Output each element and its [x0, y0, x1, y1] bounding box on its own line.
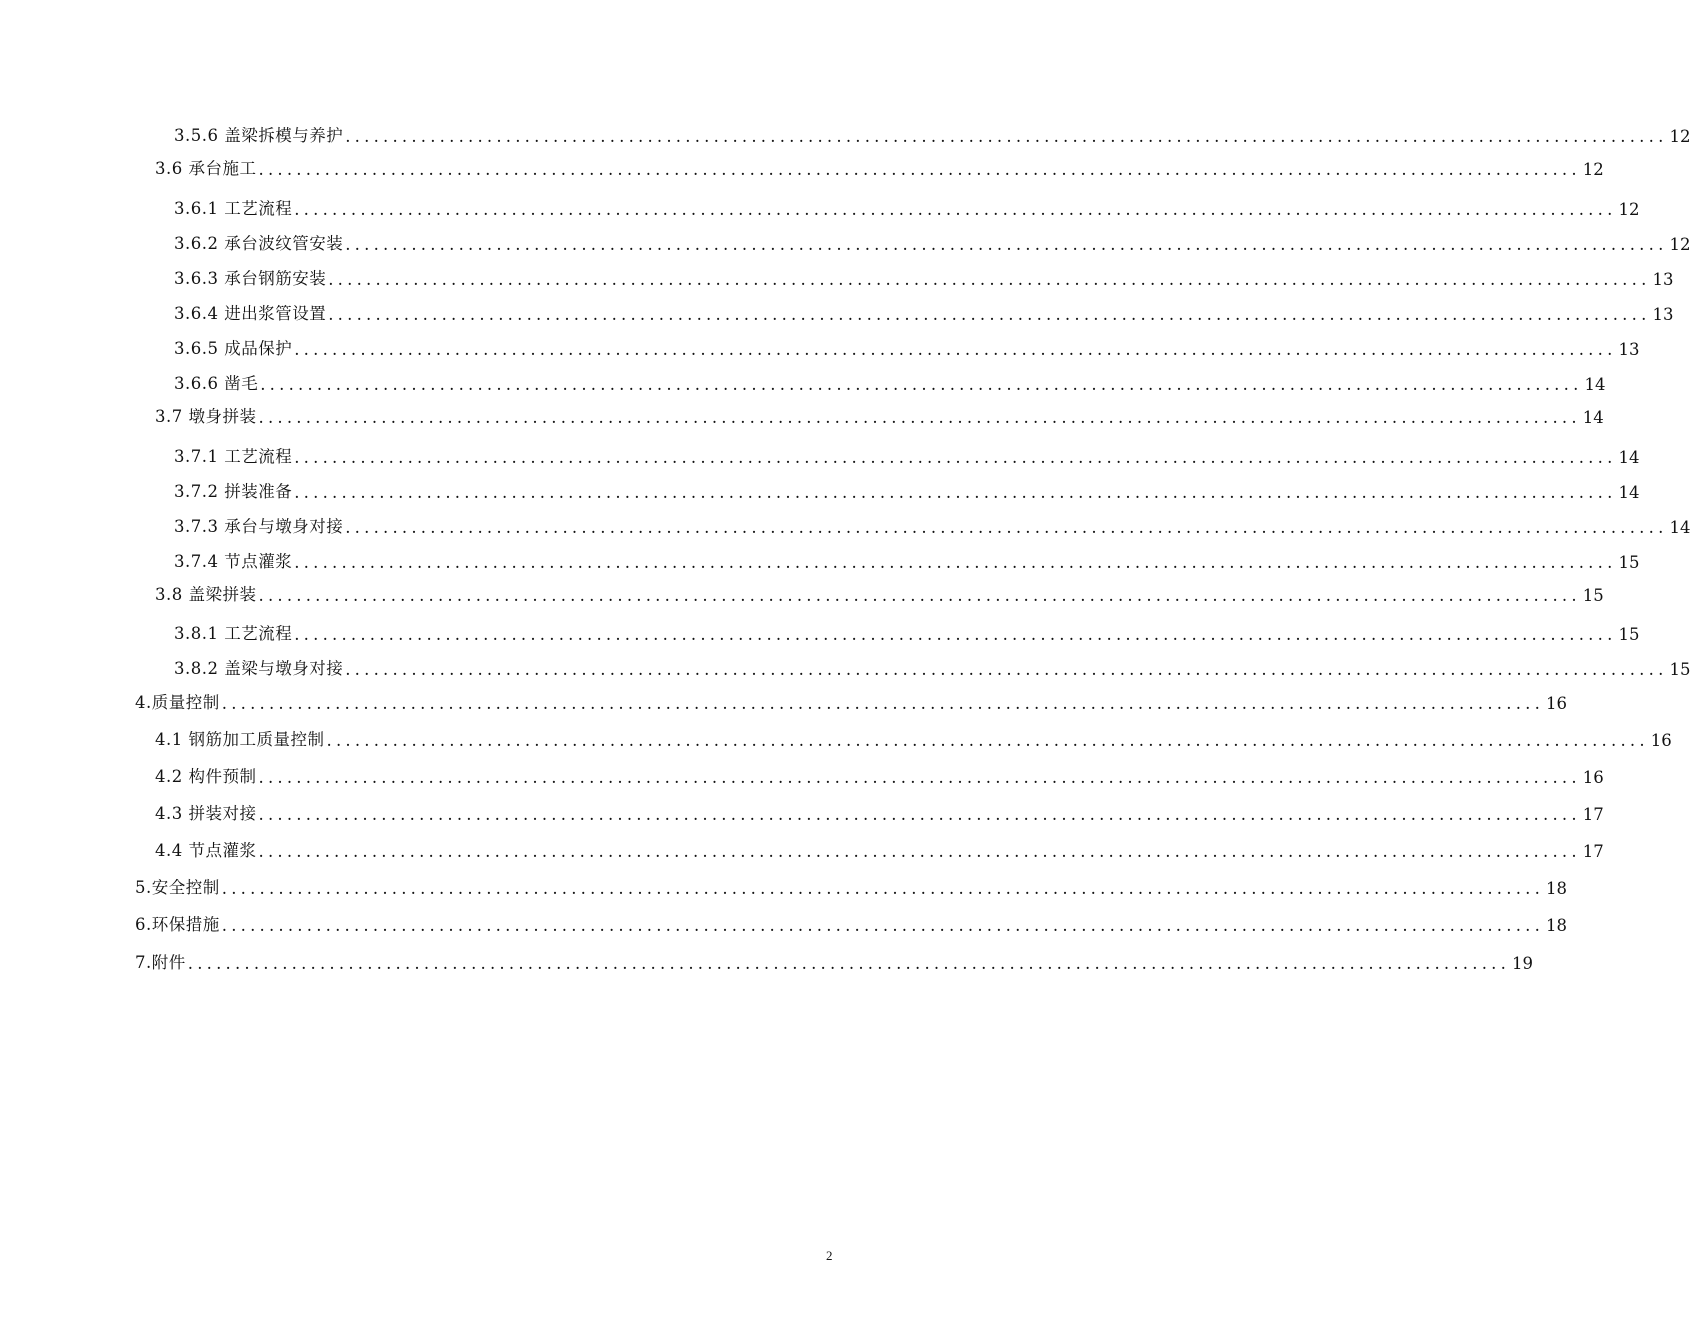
- toc-entry-title: 4.4 节点灌浆: [155, 841, 257, 860]
- toc-entry-page: 12: [1669, 235, 1691, 254]
- page-number: 2: [826, 1248, 833, 1263]
- toc-entry-page: 12: [1618, 200, 1640, 219]
- toc-dot-leader: ............................................................................................................................................: [221, 694, 1545, 713]
- toc-dot-leader: ............................................................................................................................................: [221, 879, 1545, 898]
- toc-entry-title: 3.6.6 凿毛: [174, 374, 259, 393]
- toc-entry-page: 13: [1618, 340, 1640, 359]
- toc-dot-leader: ............................................................................................................................................: [328, 270, 1651, 289]
- toc-entry[interactable]: [155, 403, 1604, 427]
- toc-dot-leader: ............................................................................................................................................: [294, 448, 1617, 467]
- toc-entry[interactable]: [174, 513, 1691, 537]
- toc-entry-page: 19: [1512, 954, 1534, 973]
- toc-entry-title: 3.8.2 盖梁与墩身对接: [174, 659, 344, 678]
- toc-entry-title: 3.7 墩身拼装: [155, 407, 257, 426]
- toc-entry-title: 5.安全控制: [135, 878, 220, 897]
- toc-entry-page: 17: [1582, 842, 1604, 861]
- toc-entry[interactable]: [174, 265, 1674, 289]
- toc-entry-title: 3.6.4 进出浆管设置: [174, 304, 327, 323]
- toc-dot-leader: ............................................................................................................................................: [345, 235, 1668, 254]
- toc-entry-page: 13: [1652, 305, 1674, 324]
- toc-entry-title: 3.7.4 节点灌浆: [174, 552, 293, 571]
- toc-entry-page: 15: [1618, 625, 1640, 644]
- toc-entry-title: 3.6.5 成品保护: [174, 339, 293, 358]
- toc-entry-page: 17: [1582, 805, 1604, 824]
- toc-dot-leader: ............................................................................................................................................: [294, 553, 1617, 572]
- toc-entry-page: 16: [1650, 731, 1672, 750]
- toc-entry[interactable]: [135, 874, 1568, 898]
- toc-entry[interactable]: [174, 548, 1640, 572]
- toc-entry-page: 16: [1582, 768, 1604, 787]
- toc-entry-page: 12: [1582, 160, 1604, 179]
- toc-dot-leader: ............................................................................................................................................: [326, 731, 1649, 750]
- toc-entry-page: 14: [1584, 375, 1606, 394]
- toc-dot-leader: ............................................................................................................................................: [345, 660, 1668, 679]
- toc-dot-leader: ............................................................................................................................................: [221, 916, 1545, 935]
- toc-entry-title: 6.环保措施: [135, 915, 220, 934]
- toc-entry-title: 3.6.2 承台波纹管安装: [174, 234, 344, 253]
- toc-dot-leader: ............................................................................................................................................: [345, 518, 1668, 537]
- toc-entry[interactable]: [155, 763, 1604, 787]
- toc-entry-title: 3.7.1 工艺流程: [174, 447, 293, 466]
- toc-dot-leader: ............................................................................................................................................: [258, 160, 1581, 179]
- toc-dot-leader: ............................................................................................................................................: [294, 625, 1617, 644]
- toc-dot-leader: ............................................................................................................................................: [258, 586, 1581, 605]
- toc-entry-title: 4.质量控制: [135, 693, 220, 712]
- toc-entry-page: 13: [1652, 270, 1674, 289]
- toc-entry-page: 15: [1618, 553, 1640, 572]
- toc-entry-title: 3.7.3 承台与墩身对接: [174, 517, 344, 536]
- toc-entry-title: 3.8 盖梁拼装: [155, 585, 257, 604]
- toc-dot-leader: ............................................................................................................................................: [294, 340, 1617, 359]
- toc-dot-leader: ............................................................................................................................................: [345, 127, 1668, 146]
- toc-dot-leader: ............................................................................................................................................: [294, 483, 1617, 502]
- toc-entry-page: 18: [1546, 879, 1568, 898]
- toc-entry[interactable]: [155, 837, 1604, 861]
- toc-entry-title: 3.5.6 盖梁拆模与养护: [174, 126, 344, 145]
- toc-entry-title: 3.6 承台施工: [155, 159, 257, 178]
- toc-entry-page: 15: [1582, 586, 1604, 605]
- toc-entry[interactable]: [155, 726, 1672, 750]
- toc-entry-page: 14: [1618, 448, 1640, 467]
- toc-entry[interactable]: [174, 370, 1606, 394]
- toc-entry-title: 7.附件: [135, 953, 186, 972]
- toc-entry[interactable]: [155, 581, 1604, 605]
- toc-dot-leader: ............................................................................................................................................: [258, 842, 1581, 861]
- toc-entry-title: 3.8.1 工艺流程: [174, 624, 293, 643]
- toc-entry-page: 15: [1669, 660, 1691, 679]
- toc-entry-title: 4.1 钢筋加工质量控制: [155, 730, 325, 749]
- toc-entry[interactable]: [174, 655, 1691, 679]
- toc-entry[interactable]: [174, 443, 1640, 467]
- toc-dot-leader: ............................................................................................................................................: [258, 768, 1581, 787]
- toc-entry-page: 18: [1546, 916, 1568, 935]
- toc-dot-leader: ............................................................................................................................................: [258, 805, 1581, 824]
- toc-entry[interactable]: [135, 911, 1568, 935]
- toc-dot-leader: ............................................................................................................................................: [294, 200, 1617, 219]
- toc-entry[interactable]: [135, 689, 1568, 713]
- toc-entry-page: 16: [1546, 694, 1568, 713]
- toc-entry[interactable]: [174, 300, 1674, 324]
- toc-dot-leader: ............................................................................................................................................: [258, 408, 1581, 427]
- toc-entry-title: 3.6.3 承台钢筋安装: [174, 269, 327, 288]
- toc-dot-leader: ............................................................................................................................................: [187, 954, 1511, 973]
- toc-entry[interactable]: [155, 800, 1604, 824]
- toc-entry-title: 4.2 构件预制: [155, 767, 257, 786]
- toc-entry-title: 3.7.2 拼装准备: [174, 482, 293, 501]
- toc-entry-page: 14: [1582, 408, 1604, 427]
- toc-entry[interactable]: [174, 620, 1640, 644]
- toc-dot-leader: ............................................................................................................................................: [328, 305, 1651, 324]
- toc-entry[interactable]: [174, 335, 1640, 359]
- toc-entry[interactable]: [174, 478, 1640, 502]
- toc-entry-page: 14: [1669, 518, 1691, 537]
- toc-entry-title: 3.6.1 工艺流程: [174, 199, 293, 218]
- toc-entry[interactable]: [155, 155, 1604, 179]
- toc-entry[interactable]: [174, 230, 1691, 254]
- toc-entry-page: 14: [1618, 483, 1640, 502]
- toc-entry-title: 4.3 拼装对接: [155, 804, 257, 823]
- toc-entry[interactable]: [174, 122, 1691, 146]
- toc-entry[interactable]: [135, 949, 1534, 973]
- toc-entry[interactable]: [174, 195, 1640, 219]
- toc-entry-page: 12: [1669, 127, 1691, 146]
- toc-dot-leader: ............................................................................................................................................: [260, 375, 1583, 394]
